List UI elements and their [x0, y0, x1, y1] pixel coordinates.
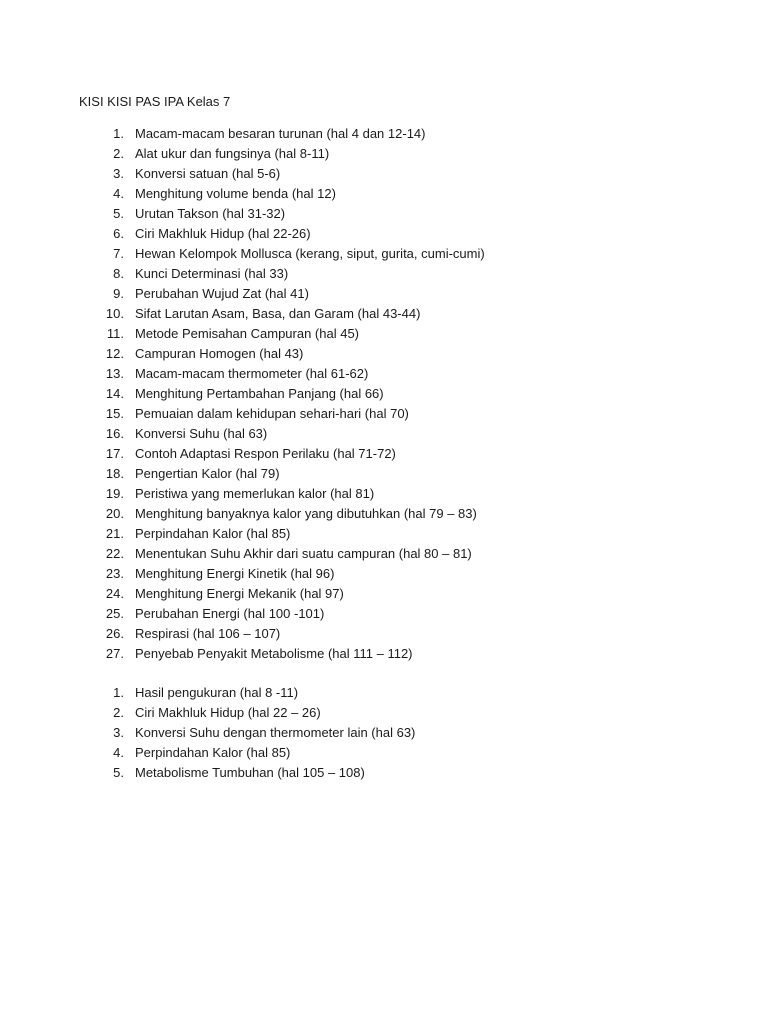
list-item-number: 1.	[113, 685, 124, 700]
list-item	[0, 565, 768, 585]
list-item-number: 6.	[113, 226, 124, 241]
list-item-text: Contoh Adaptasi Respon Perilaku (hal 71-72)	[135, 446, 396, 461]
list-item-number: 1.	[113, 126, 124, 141]
list-item-number: 5.	[113, 206, 124, 221]
list-item-text: Kunci Determinasi (hal 33)	[135, 266, 289, 281]
list-item	[0, 185, 768, 205]
list-item	[0, 365, 768, 385]
list-item	[0, 445, 768, 465]
list-item	[0, 724, 768, 744]
list-item-number: 3.	[113, 166, 124, 181]
list-item-text: Konversi Suhu dengan thermometer lain (hal 63)	[135, 725, 416, 740]
list-item-text: Menghitung banyaknya kalor yang dibutuhkan (hal 79 – 83)	[135, 506, 477, 521]
list-item	[0, 165, 768, 185]
list-item-text: Menghitung Energi Kinetik (hal 96)	[135, 566, 335, 581]
list-item-text: Metode Pemisahan Campuran (hal 45)	[135, 326, 360, 341]
topic-list	[0, 125, 768, 665]
list-item-text: Respirasi (hal 106 – 107)	[135, 626, 281, 641]
list-item-number: 2.	[113, 146, 124, 161]
list-item	[0, 125, 768, 145]
list-item-text: Ciri Makhluk Hidup (hal 22-26)	[135, 226, 311, 241]
list-item-text: Macam-macam besaran turunan (hal 4 dan 12-14)	[135, 126, 426, 141]
list-item-number: 26.	[105, 626, 124, 641]
list-item-number: 19.	[105, 486, 124, 501]
list-item-number: 24.	[105, 586, 124, 601]
list-item-text: Penyebab Penyakit Metabolisme (hal 111 – 112)	[135, 646, 413, 661]
list-item	[0, 764, 768, 784]
list-item-text: Campuran Homogen (hal 43)	[135, 346, 304, 361]
list-item	[0, 704, 768, 724]
list-item-text: Menghitung volume benda (hal 12)	[135, 186, 336, 201]
list-item-number: 21.	[105, 526, 124, 541]
list-item-text: Hasil pengukuran (hal 8 -11)	[135, 685, 299, 700]
list-item-number: 25.	[105, 606, 124, 621]
list-item-text: Alat ukur dan fungsinya (hal 8-11)	[135, 146, 330, 161]
list-item-number: 10.	[105, 306, 124, 321]
list-item-number: 13.	[105, 366, 124, 381]
list-item	[0, 525, 768, 545]
list-item-number: 16.	[105, 426, 124, 441]
list-item	[0, 625, 768, 645]
list-item	[0, 585, 768, 605]
list-item-number: 18.	[105, 466, 124, 481]
list-item	[0, 285, 768, 305]
list-item	[0, 385, 768, 405]
list-item	[0, 145, 768, 165]
list-item	[0, 645, 768, 665]
list-item	[0, 225, 768, 245]
list-item	[0, 265, 768, 285]
list-item-text: Konversi Suhu (hal 63)	[135, 426, 268, 441]
list-item	[0, 744, 768, 764]
list-item-text: Hewan Kelompok Mollusca (kerang, siput, gurita, cumi-cumi)	[135, 246, 485, 261]
list-item-text: Konversi satuan (hal 5-6)	[135, 166, 281, 181]
list-item-number: 14.	[105, 386, 124, 401]
list-item-number: 17.	[105, 446, 124, 461]
list-item	[0, 325, 768, 345]
list-item	[0, 205, 768, 225]
list-item-number: 12.	[105, 346, 124, 361]
list-item	[0, 684, 768, 704]
list-item-text: Pemuaian dalam kehidupan sehari-hari (hal 70)	[135, 406, 409, 421]
list-item	[0, 545, 768, 565]
list-item-number: 8.	[113, 266, 124, 281]
list-item-text: Peristiwa yang memerlukan kalor (hal 81)	[135, 486, 375, 501]
list-item-text: Pengertian Kalor (hal 79)	[135, 466, 280, 481]
list-item	[0, 465, 768, 485]
list-item-number: 5.	[113, 765, 124, 780]
list-item	[0, 505, 768, 525]
list-item	[0, 245, 768, 265]
list-item-number: 9.	[113, 286, 124, 301]
list-item-number: 23.	[105, 566, 124, 581]
list-item	[0, 605, 768, 625]
list-item-number: 15.	[105, 406, 124, 421]
list-item	[0, 425, 768, 445]
list-item-text: Perubahan Energi (hal 100 -101)	[135, 606, 325, 621]
list-item-number: 2.	[113, 705, 124, 720]
list-item-number: 7.	[113, 246, 124, 261]
list-item-number: 3.	[113, 725, 124, 740]
list-item-number: 11.	[106, 326, 124, 341]
list-item	[0, 345, 768, 365]
list-item-text: Macam-macam thermometer (hal 61-62)	[135, 366, 369, 381]
list-item-text: Metabolisme Tumbuhan (hal 105 – 108)	[135, 765, 365, 780]
document-title: KISI KISI PAS IPA Kelas 7	[79, 94, 231, 109]
list-item	[0, 405, 768, 425]
list-item-number: 27.	[105, 646, 124, 661]
list-item-number: 22.	[105, 546, 124, 561]
list-item-text: Menghitung Energi Mekanik (hal 97)	[135, 586, 344, 601]
list-item-text: Menentukan Suhu Akhir dari suatu campuran (hal 80 – 81)	[135, 546, 472, 561]
list-item	[0, 305, 768, 325]
list-item-text: Perpindahan Kalor (hal 85)	[135, 526, 291, 541]
essay-topic-list	[0, 684, 768, 784]
list-item	[0, 485, 768, 505]
list-item-text: Perpindahan Kalor (hal 85)	[135, 745, 291, 760]
list-item-text: Perubahan Wujud Zat (hal 41)	[135, 286, 309, 301]
list-item-text: Menghitung Pertambahan Panjang (hal 66)	[135, 386, 384, 401]
list-item-number: 20.	[105, 506, 124, 521]
list-item-text: Ciri Makhluk Hidup (hal 22 – 26)	[135, 705, 321, 720]
list-item-text: Sifat Larutan Asam, Basa, dan Garam (hal 43-44)	[135, 306, 421, 321]
list-item-number: 4.	[113, 745, 124, 760]
list-item-text: Urutan Takson (hal 31-32)	[135, 206, 286, 221]
list-item-number: 4.	[113, 186, 124, 201]
